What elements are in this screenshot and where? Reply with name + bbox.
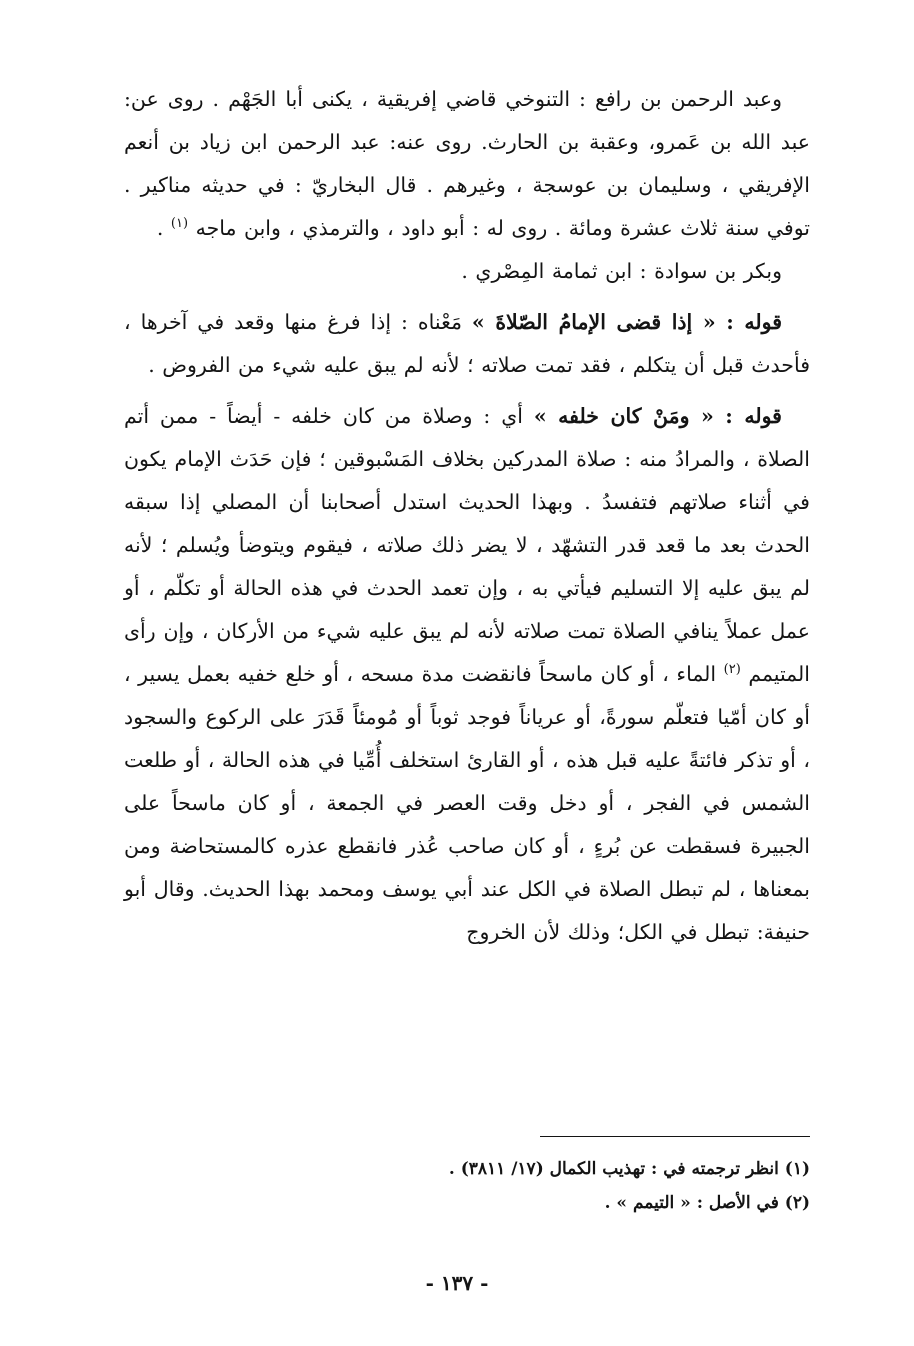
paragraph-text: وبكر بن سوادة : ابن ثمامة المِصْري . xyxy=(461,259,782,283)
footnote-1: (١) انظر ترجمته في : تهذيب الكمال (١٧/ ٣٨١١) . xyxy=(448,1159,810,1179)
paragraph-text: مَعْناه : إذا فرغ منها وقعد في آخرها ، فأحدث قبل أن يتكلم ، فقد تمت صلاته ؛ لأنه لم يبق عليه شيء من الفروض . xyxy=(124,310,810,377)
footnote-separator xyxy=(540,1136,810,1137)
paragraph-text: أي : وصلاة من كان خلفه - أيضاً - ممن أتم الصلاة ، والمرادُ منه : صلاة المدركين بخلاف المَسْبوقين ؛ فإن حَدَث الإمام يكون في أثناء صلاتهم فتفسدُ . وبهذا الحديث استدل أصحابنا أن المصلي إذا سبقه الحدث بعد ما قعد قدر التشهّد ، لا يضر ذلك صلاته ، فيقوم ويتوضأ ويُسلم ؛ لأنه لم يبق عليه إلا التسليم فيأتي به ، وإن تعمد الحدث في هذه الحالة أو تكلّم ، أو عمل عملاً ينافي الصلاة تمت صلاته لأنه لم يبق عليه شيء من الأركان ، وإن رأى المتيمم xyxy=(124,404,810,686)
quoted-phrase: قوله : « ومَنْ كان خلفه » xyxy=(533,404,782,428)
main-text xyxy=(124,78,810,954)
footnote-2: (٢) في الأصل : « التيمم » . xyxy=(604,1193,810,1213)
page-number: - ١٣٧ - xyxy=(425,1271,489,1295)
paragraph-commentary-2 xyxy=(124,395,810,954)
footnote-ref-1: (١) xyxy=(170,216,189,232)
footnotes xyxy=(124,1152,810,1220)
paragraph-bakr-bio xyxy=(124,250,810,293)
paragraph-commentary-1 xyxy=(124,301,810,387)
quoted-phrase: قوله : « إذا قضى الإمامُ الصّلاةَ » xyxy=(471,310,782,334)
paragraph-text-continued: الماء ، أو كان ماسحاً فانقضت مدة مسحه ، أو خلع خفيه بعمل يسير ، أو كان أمّيا فتعلّم سورةً، أو عرياناً فوجد ثوباً أو مُومئاً قَدَرَ على الركوع والسجود ، أو تذكر فائتةً عليه قبل هذه ، أو القارئ استخلف أُمِّيا في هذه الحالة ، أو طلعت الشمس في الفجر ، أو دخل وقت العصر في الجمعة ، أو كان ماسحاً على الجبيرة فسقطت عن بُرءٍ ، أو كان صاحب عُذر فانقطع عذره كالمستحاضة ومن بمعناها ، لم تبطل الصلاة في الكل عند أبي يوسف ومحمد بهذا الحديث. وقال أبو حنيفة: تبطل في الكل؛ وذلك لأن الخروج xyxy=(124,662,810,944)
paragraph-text: وعبد الرحمن بن رافع : التنوخي قاضي إفريقية ، يكنى أبا الجَهْم . روى عن: عبد الله بن عَمرو، وعقبة بن الحارث. روى عنه: عبد الرحمن ابن زياد بن أنعم الإفريقي ، وسليمان بن عوسجة ، وغيرهم . قال البخاريّ : في حديثه مناكير . توفي سنة ثلاث عشرة ومائة . روى له : أبو داود ، والترمذي ، وابن ماجه xyxy=(124,87,810,240)
paragraph-abdurrahman-bio xyxy=(124,78,810,250)
paragraph-end: . xyxy=(156,216,171,240)
footnote-ref-2: (٢) xyxy=(723,662,741,678)
